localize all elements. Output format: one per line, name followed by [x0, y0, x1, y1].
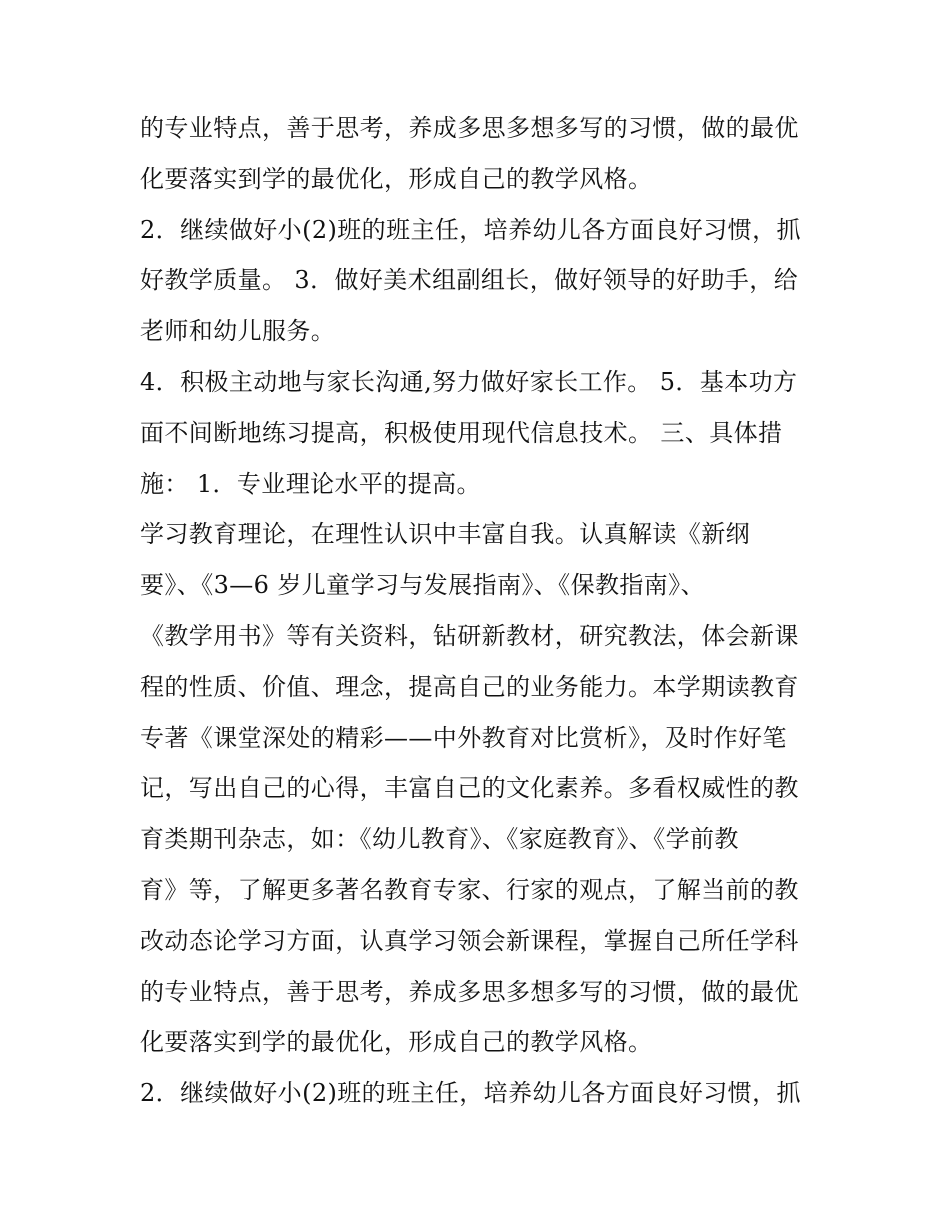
text-line: 专著《课堂深处的精彩——中外教育对比赏析》，及时作好笔: [140, 723, 787, 752]
text-line: 育》等，了解更多著名教育专家、行家的观点，了解当前的教: [140, 875, 799, 904]
text-line: 好教学质量。 3．做好美术组副组长，做好领导的好助手，给: [140, 266, 799, 295]
text-line: 施： 1．专业理论水平的提高。: [140, 469, 481, 498]
text-line: 要》、《3—6 岁儿童学习与发展指南》、《保教指南》、: [140, 571, 705, 600]
text-line: 记，写出自己的心得，丰富自己的文化素养。多看权威性的教: [140, 774, 799, 803]
text-line: 《教学用书》等有关资料，钻研新教材，研究教法，体会新课: [140, 621, 799, 650]
text-line: 的专业特点，善于思考，养成多思多想多写的习惯，做的最优: [140, 977, 799, 1006]
text-line: 老师和幼儿服务。: [140, 317, 336, 346]
text-line: 育类期刊杂志，如：《幼儿教育》、《家庭教育》、《学前教: [140, 825, 739, 854]
text-line: 2．继续做好小(2)班的班主任，培养幼儿各方面良好习惯，抓: [140, 1079, 801, 1108]
document-body: [140, 103, 830, 1119]
text-line: 程的性质、价值、理念，提高自己的业务能力。本学期读教育: [140, 672, 799, 701]
text-line: 改动态论学习方面，认真学习领会新课程，掌握自己所任学科: [140, 926, 799, 955]
text-line: 学习教育理论，在理性认识中丰富自我。认真解读《新纲: [140, 520, 750, 549]
text-line: 4．积极主动地与家长沟通,努力做好家长工作。 5．基本功方: [140, 367, 798, 396]
text-line: 化要落实到学的最优化，形成自己的教学风格。: [140, 1028, 653, 1057]
text-line: 2．继续做好小(2)班的班主任，培养幼儿各方面良好习惯，抓: [140, 215, 801, 244]
text-line: 的专业特点，善于思考，养成多思多想多写的习惯，做的最优: [140, 114, 799, 142]
text-line: 化要落实到学的最优化，形成自己的教学风格。: [140, 164, 653, 193]
text-line: 面不间断地练习提高，积极使用现代信息技术。 三、具体措: [140, 418, 783, 447]
